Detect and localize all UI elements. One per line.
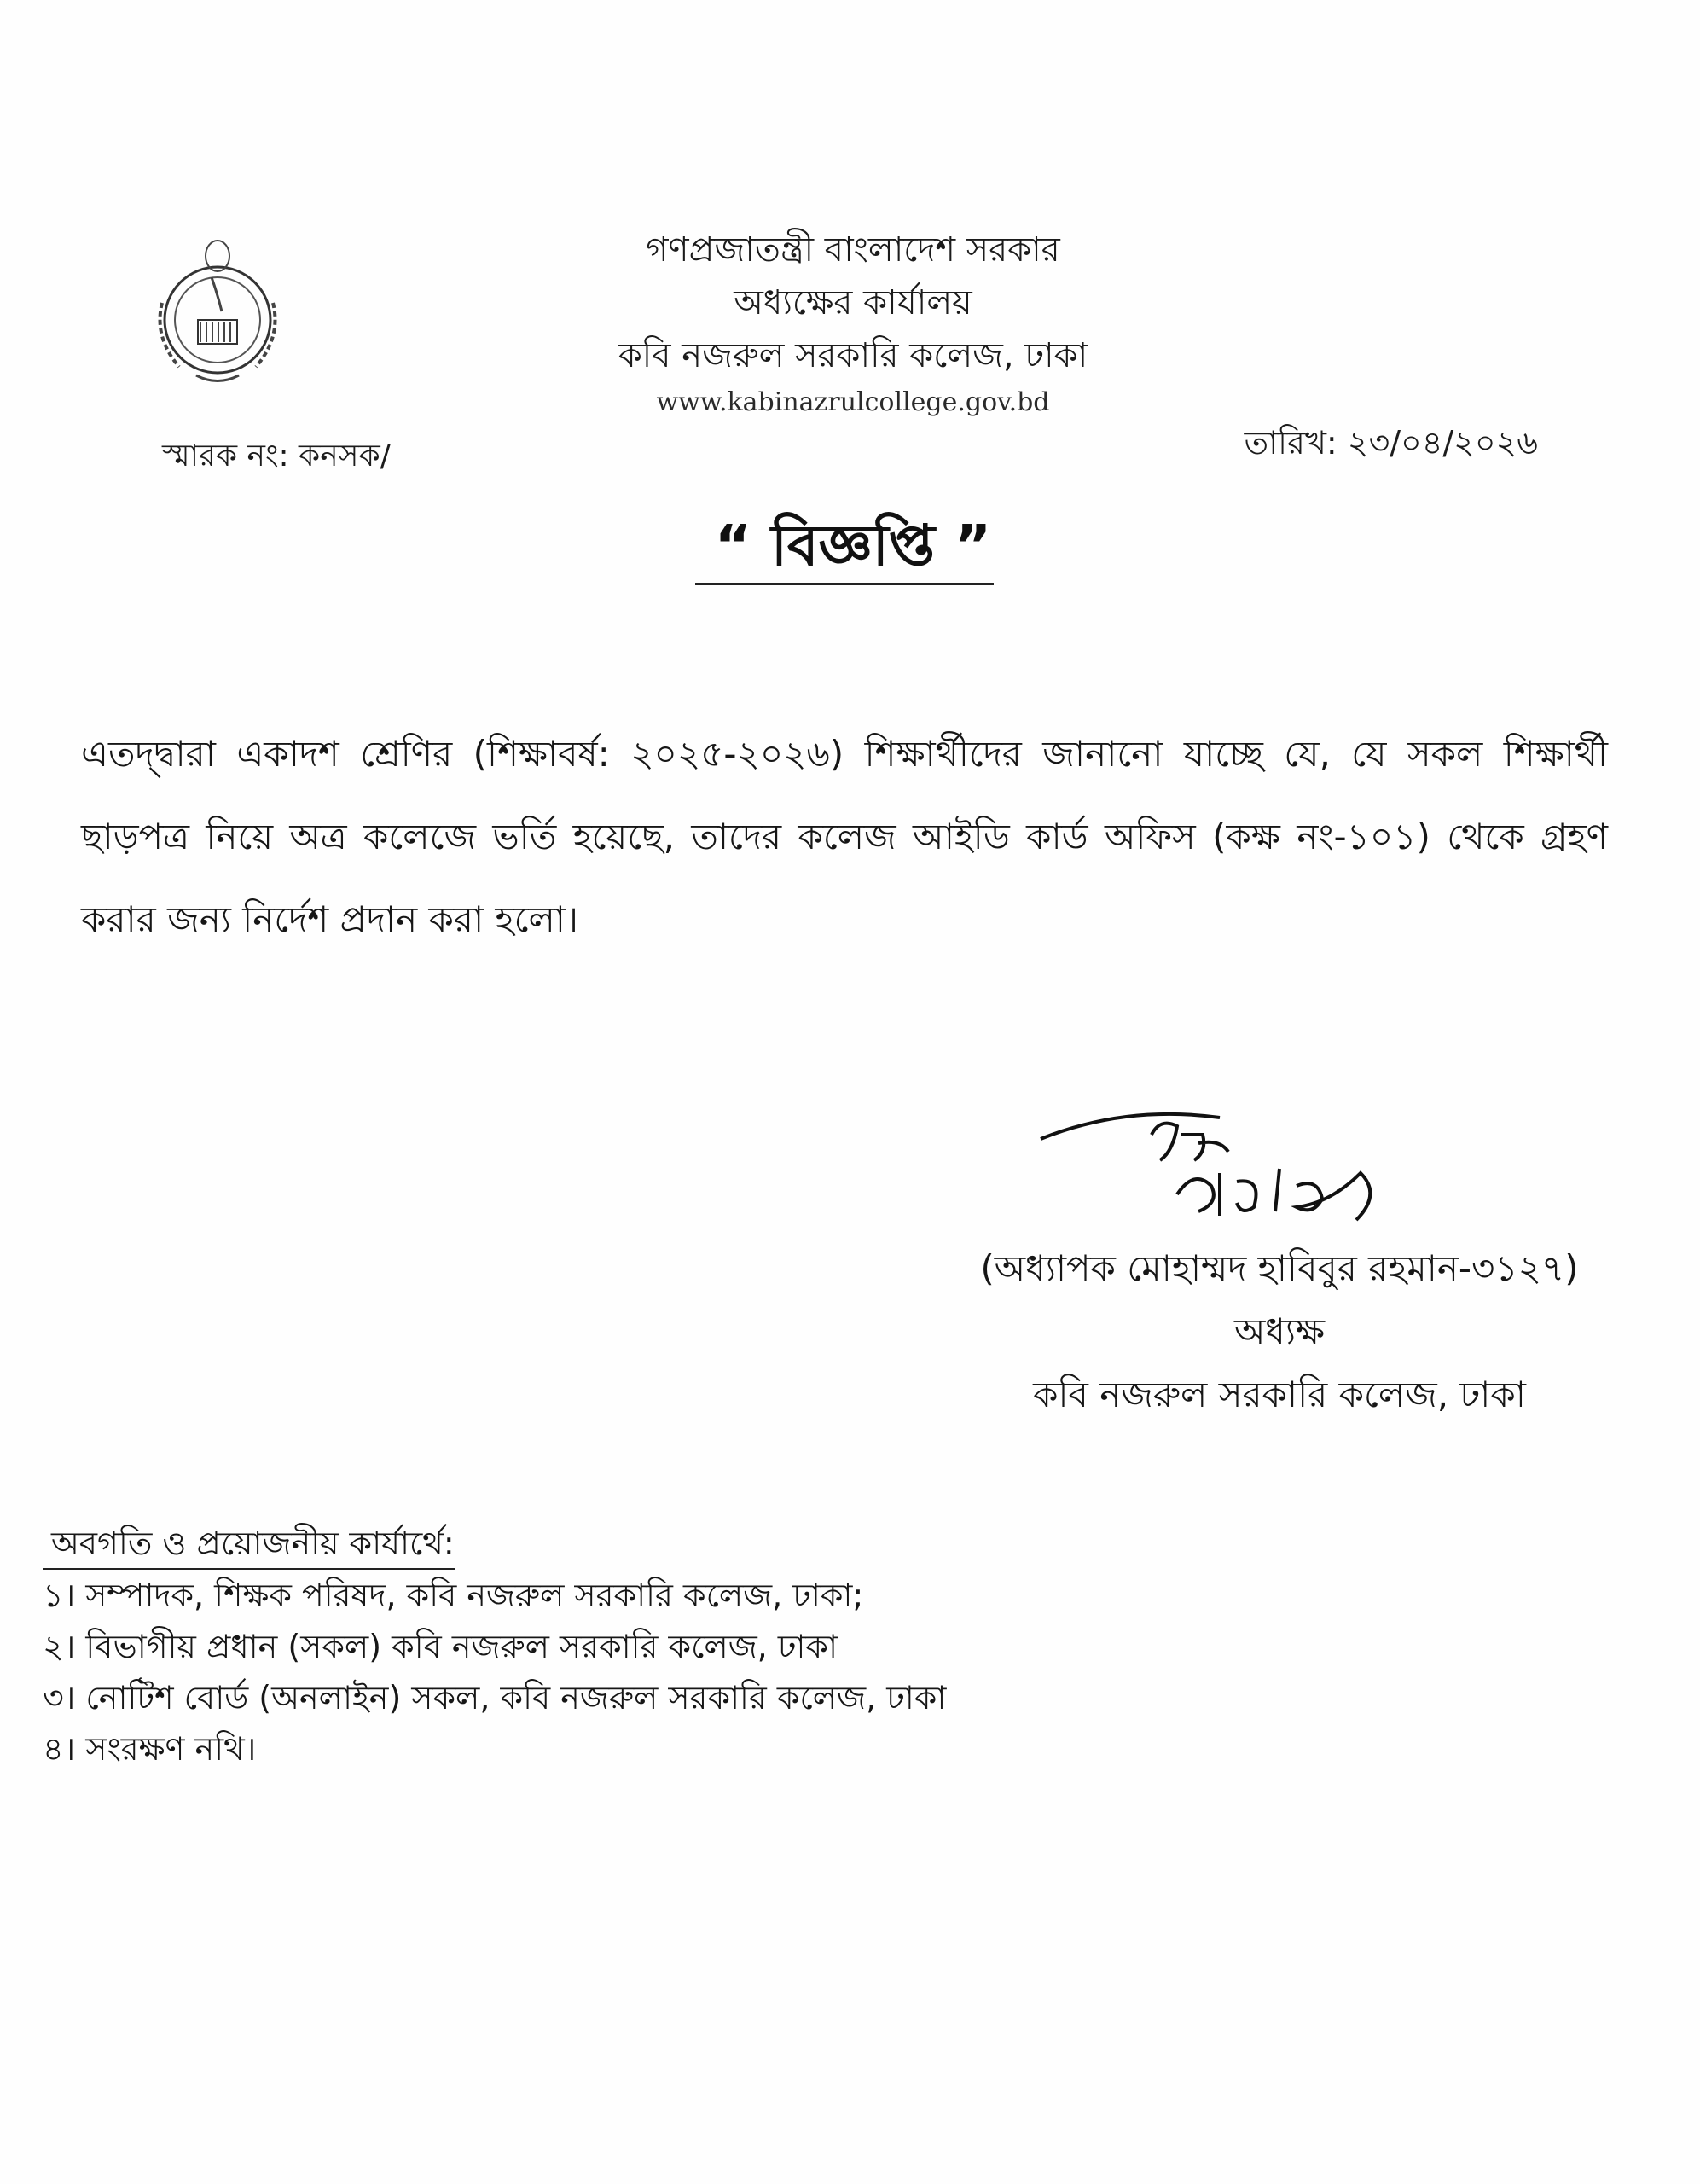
memo-number: স্মারক নং: কনসক/ <box>162 439 391 473</box>
list-item: ২। বিভাগীয় প্রধান (সকল) কবি নজরুল সরকারি কলেজ, ঢাকা <box>43 1628 838 1665</box>
signatory-name: (অধ্যাপক মোহাম্মদ হাবিবুর রহমান-৩১২৭) <box>980 1247 1579 1289</box>
signatory-designation: অধ্যক্ষ <box>1233 1310 1326 1352</box>
office-name: অধ্যক্ষের কার্যালয় <box>734 283 972 322</box>
signatory-block <box>938 1237 1621 1426</box>
signatory-institution: কবি নজরুল সরকারি কলেজ, ঢাকা <box>1033 1374 1526 1415</box>
college-website: www.kabinazrulcollege.gov.bd <box>656 387 1050 417</box>
letterhead <box>478 224 1228 423</box>
list-item: ১। সম্পাদক, শিক্ষক পরিষদ, কবি নজরুল সরকারি কলেজ, ঢাকা; <box>43 1577 864 1614</box>
title-underline <box>695 583 994 585</box>
notice-title: “ বিজ্ঞপ্তি ” <box>714 513 992 578</box>
distribution-heading: অবগতি ও প্রয়োজনীয় কার্যার্থে: <box>43 1519 455 1570</box>
notice-body: এতদ্দ্বারা একাদশ শ্রেণির (শিক্ষাবর্ষ: ২০২৫-২০২৬) শিক্ষার্থীদের জানানো যাচ্ছে যে, যে সকল শিক্ষার্থী ছাড়পত্র নিয়ে অত্র কলেজে ভর্তি হয়েছে, তাদের কলেজ আইডি কার্ড অফিস (কক্ষ নং-১০১) থেকে গ্রহণ করার জন্য নির্দেশ প্রদান করা হলো। <box>81 733 1608 940</box>
government-name: গণপ্রজাতন্ত্রী বাংলাদেশ সরকার <box>646 230 1060 270</box>
college-emblem-icon <box>136 226 299 388</box>
list-item: ৪। সংরক্ষণ নথি। <box>43 1730 257 1768</box>
notice-date: তারিখ: ২৩/০৪/২০২৬ <box>1244 424 1538 462</box>
list-item: ৩। নোটিশ বোর্ড (অনলাইন) সকল, কবি নজরুল সরকারি কলেজ, ঢাকা <box>43 1679 947 1716</box>
signature-mark <box>1024 1101 1450 1246</box>
distribution-list <box>43 1519 1237 1774</box>
college-name: কবি নজরুল সরকারি কলেজ, ঢাকা <box>618 336 1088 375</box>
